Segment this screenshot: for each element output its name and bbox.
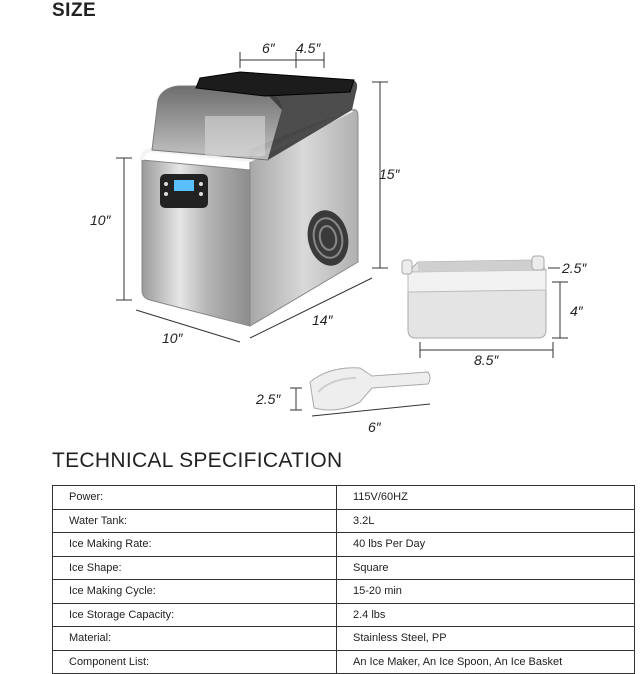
spec-value: An Ice Maker, An Ice Spoon, An Ice Basket bbox=[337, 650, 635, 674]
spec-label: Ice Making Cycle: bbox=[53, 580, 337, 604]
base-depth-label: 14″ bbox=[312, 312, 333, 328]
basket-width-label: 8.5″ bbox=[474, 352, 499, 368]
side-height-label: 10″ bbox=[90, 212, 111, 228]
spec-heading: TECHNICAL SPECIFICATION bbox=[52, 449, 343, 472]
spec-label: Ice Storage Capacity: bbox=[53, 603, 337, 627]
spec-label: Component List: bbox=[53, 650, 337, 674]
spec-value: Stainless Steel, PP bbox=[337, 627, 635, 651]
ice-maker bbox=[142, 72, 358, 326]
size-heading: SIZE bbox=[52, 0, 97, 21]
top-depth-label: 4.5″ bbox=[296, 40, 321, 56]
spec-label: Ice Making Rate: bbox=[53, 533, 337, 557]
basket-depth-label: 4″ bbox=[570, 303, 583, 319]
spec-value: 3.2L bbox=[337, 509, 635, 533]
spec-label: Water Tank: bbox=[53, 509, 337, 533]
table-row bbox=[53, 509, 635, 533]
table-row bbox=[53, 486, 635, 510]
spec-value: 2.4 lbs bbox=[337, 603, 635, 627]
table-row bbox=[53, 603, 635, 627]
spec-value: 40 lbs Per Day bbox=[337, 533, 635, 557]
height-label: 15″ bbox=[379, 166, 400, 182]
basket-height-label: 2.5″ bbox=[562, 260, 587, 276]
table-row bbox=[53, 580, 635, 604]
scoop-length-label: 6″ bbox=[368, 419, 381, 435]
ice-scoop bbox=[310, 368, 430, 410]
spec-value: 15-20 min bbox=[337, 580, 635, 604]
spec-label: Power: bbox=[53, 486, 337, 510]
spec-table bbox=[52, 485, 635, 674]
spec-label: Material: bbox=[53, 627, 337, 651]
top-width-label: 6″ bbox=[262, 40, 275, 56]
base-width-label: 10″ bbox=[162, 330, 183, 346]
ice-basket bbox=[402, 256, 546, 338]
spec-value: Square bbox=[337, 556, 635, 580]
scoop-height-label: 2.5″ bbox=[256, 391, 281, 407]
table-row bbox=[53, 533, 635, 557]
table-row bbox=[53, 627, 635, 651]
spec-label: Ice Shape: bbox=[53, 556, 337, 580]
spec-value: 115V/60HZ bbox=[337, 486, 635, 510]
table-row bbox=[53, 556, 635, 580]
